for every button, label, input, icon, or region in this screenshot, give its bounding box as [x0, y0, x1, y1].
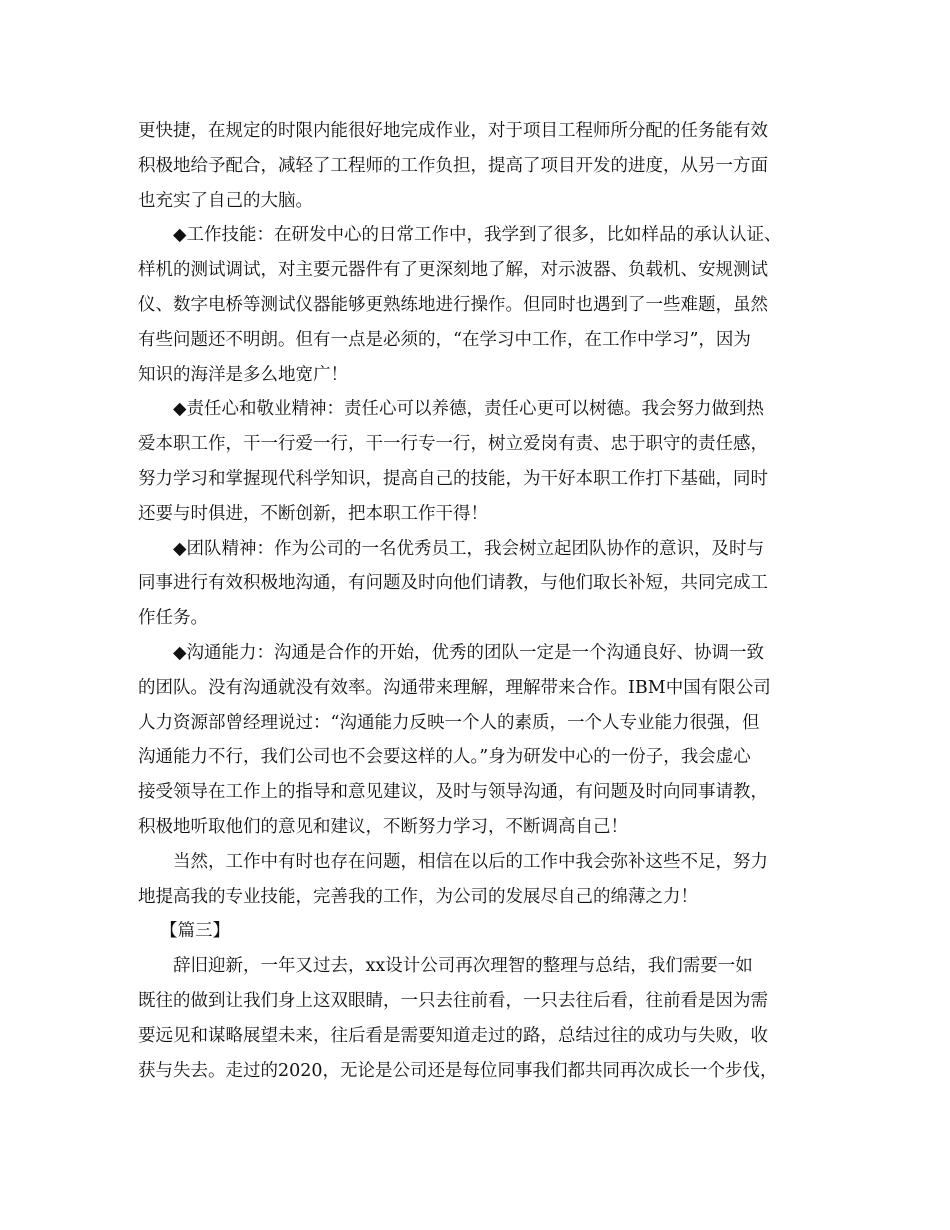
text-line: 知识的海洋是多么地宽广！ [138, 364, 348, 385]
paragraph-start-line: ◆工作技能：在研发中心的日常工作中，我学到了很多，比如样品的承认认证、 [173, 225, 782, 246]
paragraph-start-line: ◆责任心和敬业精神：责任心可以养德，责任心更可以树德。我会努力做到热 [173, 399, 764, 420]
text-line: 要远见和谋略展望未来，往后看是需要知道走过的路，总结过往的成功与失败，收 [138, 1025, 768, 1046]
text-line: 获与失去。走过的2020，无论是公司还是每位同事我们都共同再次成长一个步伐， [138, 1060, 778, 1081]
text-line: 作任务。 [138, 608, 208, 629]
text-line: 既往的做到让我们身上这双眼睛，一只去往前看，一只去往后看，往前看是因为需 [138, 990, 768, 1011]
text-line: 接受领导在工作上的指导和意见建议，及时与领导沟通，有问题及时向同事请教， [138, 782, 768, 803]
text-line: 样机的测试调试，对主要元器件有了更深刻地了解，对示波器、负载机、安规测试 [138, 260, 768, 281]
document-body [138, 114, 828, 1088]
text-line: 地提高我的专业技能，完善我的工作，为公司的发展尽自己的绵薄之力！ [138, 886, 698, 907]
section-heading: 【篇三】 [160, 921, 230, 942]
text-line: 更快捷，在规定的时限内能很好地完成作业，对于项目工程师所分配的任务能有效 [138, 121, 768, 141]
paragraph-start-line: ◆团队精神：作为公司的一名优秀员工，我会树立起团队协作的意识，及时与 [173, 538, 764, 559]
text-line: 沟通能力不行，我们公司也不会要这样的人。”身为研发中心的一份子，我会虚心 [138, 747, 751, 768]
text-line: 努力学习和掌握现代科学知识，提高自己的技能，为干好本职工作打下基础，同时 [138, 468, 768, 489]
text-line: 有些问题还不明朗。但有一点是必须的，“在学习中工作，在工作中学习”，因为 [138, 329, 751, 350]
text-line: 也充实了自己的大脑。 [138, 190, 313, 211]
text-line: 人力资源部曾经理说过：“沟通能力反映一个人的素质，一个人专业能力很强，但 [138, 712, 760, 733]
text-line: 还要与时俱进，不断创新，把本职工作干得！ [138, 503, 488, 524]
text-line: 同事进行有效积极地沟通，有问题及时向他们请教，与他们取长补短，共同完成工 [138, 573, 768, 594]
paragraph-start-line: ◆沟通能力：沟通是合作的开始，优秀的团队一定是一个沟通良好、协调一致 [173, 642, 764, 663]
text-line: 积极地听取他们的意见和建议，不断努力学习，不断调高自己！ [138, 816, 628, 837]
paragraph-start-line: 辞旧迎新，一年又过去，xx设计公司再次理智的整理与总结，我们需要一如 [173, 956, 753, 977]
text-line: 爱本职工作，干一行爱一行，干一行专一行，树立爱岗有责、忠于职守的责任感， [138, 434, 768, 455]
text-line: 的团队。没有沟通就没有效率。沟通带来理解，理解带来合作。IBM中国有限公司 [138, 677, 771, 698]
paragraph-start-line: 当然，工作中有时也存在问题，相信在以后的工作中我会弥补这些不足，努力 [173, 851, 768, 872]
text-line: 积极地给予配合，减轻了工程师的工作负担，提高了项目开发的进度，从另一方面 [138, 155, 768, 176]
text-line: 仪、数字电桥等测试仪器能够更熟练地进行操作。但同时也遇到了一些难题，虽然 [138, 294, 768, 315]
